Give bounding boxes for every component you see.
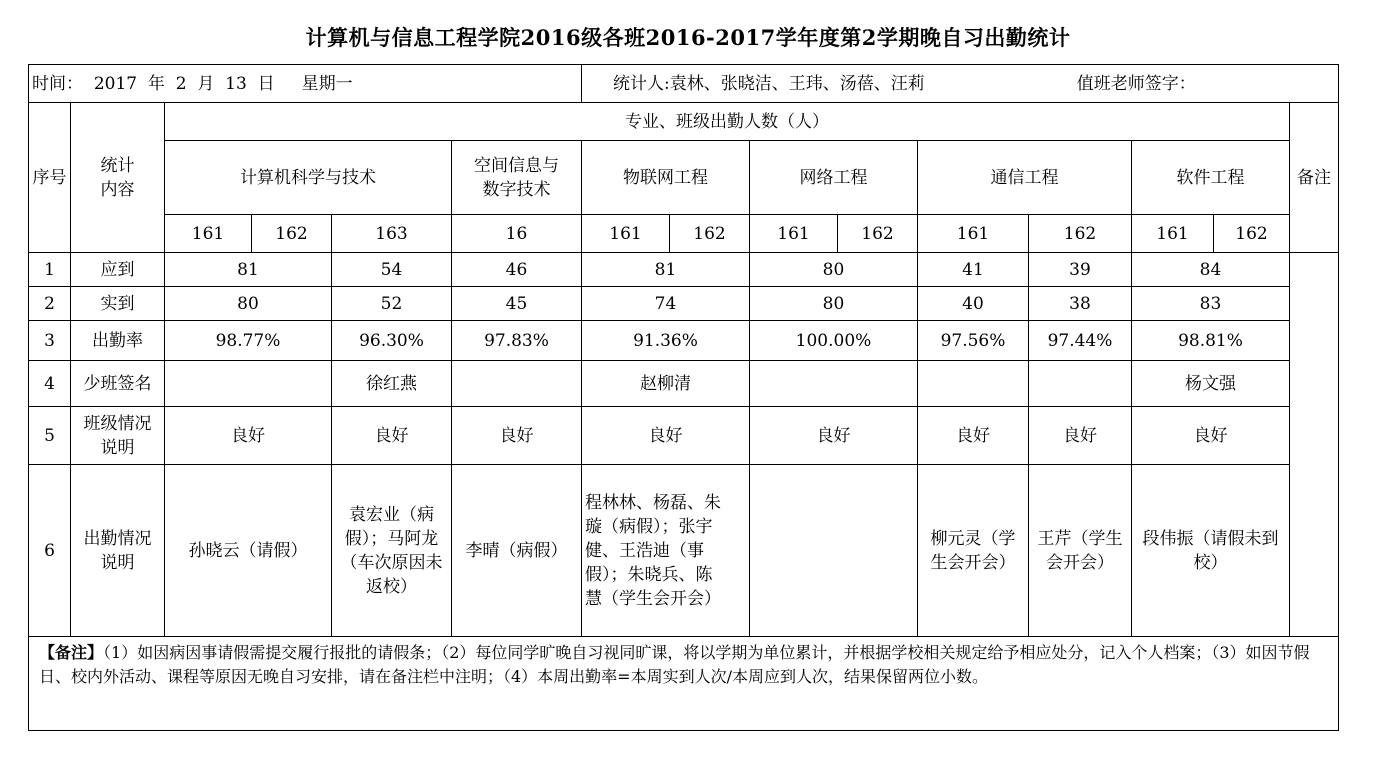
class-cell: 162 xyxy=(838,215,918,253)
counters-cell xyxy=(582,65,1339,103)
class-cell: 161 xyxy=(165,215,252,253)
cell-net: 80 xyxy=(750,287,918,321)
cell-cs163: 96.30% xyxy=(332,321,452,361)
cell-comm161: 41 xyxy=(918,253,1029,287)
note-row xyxy=(29,637,1339,731)
row-seq: 5 xyxy=(29,407,71,465)
cell-cs163: 54 xyxy=(332,253,452,287)
cell-spatial: 97.83% xyxy=(452,321,582,361)
cell-iot: 赵柳清 xyxy=(582,361,750,407)
cell-line: 袁宏业（病 xyxy=(349,504,434,525)
header-seq: 序号 xyxy=(29,103,71,253)
cell-line: 返校） xyxy=(366,576,417,597)
cell-comm161 xyxy=(918,465,1029,637)
row-label: 应到 xyxy=(71,253,165,287)
cell-line: 健、王浩迪（事 xyxy=(585,540,704,561)
row-label-line2: 说明 xyxy=(100,437,135,458)
cell-comm162: 良好 xyxy=(1029,407,1132,465)
cell-spatial: 46 xyxy=(452,253,582,287)
header-group: 专业、班级出勤人数（人） xyxy=(165,103,1290,141)
cell-iot: 74 xyxy=(582,287,750,321)
info-row xyxy=(29,65,1339,103)
cell-comm161: 40 xyxy=(918,287,1029,321)
counters: 统计人:袁林、张晓洁、王玮、汤蓓、汪莉 xyxy=(613,73,925,94)
cell-soft: 83 xyxy=(1132,287,1290,321)
cell-comm162 xyxy=(1029,361,1132,407)
time-label: 时间： xyxy=(32,73,83,94)
row-label xyxy=(71,407,165,465)
table-row xyxy=(29,407,1339,465)
row-seq: 2 xyxy=(29,287,71,321)
cell-line: （车次原因未 xyxy=(340,552,443,573)
class-cell: 162 xyxy=(1214,215,1290,253)
row-label: 实到 xyxy=(71,287,165,321)
cell-cs: 81 xyxy=(165,253,332,287)
cell-iot: 81 xyxy=(582,253,750,287)
table-row xyxy=(29,253,1339,287)
cell-line: 假）；朱晓兵、陈 xyxy=(585,564,713,585)
cell-line: 慧（学生会开会） xyxy=(585,588,721,609)
cell-cs xyxy=(165,361,332,407)
class-cell: 162 xyxy=(670,215,750,253)
cell-comm162: 38 xyxy=(1029,287,1132,321)
header-content-line2: 内容 xyxy=(100,179,135,200)
class-cell: 163 xyxy=(332,215,452,253)
cell-comm161: 97.56% xyxy=(918,321,1029,361)
cell-net: 80 xyxy=(750,253,918,287)
row-label xyxy=(71,465,165,637)
attendance-table xyxy=(28,64,1339,731)
cell-net: 良好 xyxy=(750,407,918,465)
cell-line: 生会开会） xyxy=(930,552,1016,573)
header-content-line1: 统计 xyxy=(100,155,135,176)
header-content xyxy=(71,103,165,253)
cell-cs163: 52 xyxy=(332,287,452,321)
major-spatial xyxy=(452,141,582,215)
cell-comm161 xyxy=(918,361,1029,407)
cell-iot: 良好 xyxy=(582,407,750,465)
cell-cs: 良好 xyxy=(165,407,332,465)
major-net: 网络工程 xyxy=(750,141,918,215)
row-seq: 4 xyxy=(29,361,71,407)
cell-iot: 91.36% xyxy=(582,321,750,361)
cell-iot xyxy=(582,465,750,637)
header-remark: 备注 xyxy=(1290,103,1339,253)
row-label-line1: 出勤情况 xyxy=(83,528,152,549)
day-value: 13 xyxy=(225,73,247,94)
cell-net xyxy=(750,361,918,407)
cell-line: 柳元灵（学 xyxy=(930,528,1016,549)
cell-spatial: 李晴（病假） xyxy=(452,465,582,637)
table-row xyxy=(29,361,1339,407)
cell-soft: 良好 xyxy=(1132,407,1290,465)
cell-comm161: 良好 xyxy=(918,407,1029,465)
cell-line: 程林林、杨磊、朱 xyxy=(585,492,721,513)
major-soft: 软件工程 xyxy=(1132,141,1290,215)
date-cell xyxy=(29,65,582,103)
cell-cs163 xyxy=(332,465,452,637)
cell-soft xyxy=(1132,465,1290,637)
cell-line: 段伟振（请假未到 xyxy=(1142,528,1279,549)
major-cs: 计算机科学与技术 xyxy=(165,141,452,215)
row-label-line2: 说明 xyxy=(100,552,135,573)
cell-net: 100.00% xyxy=(750,321,918,361)
major-comm: 通信工程 xyxy=(918,141,1132,215)
table-row xyxy=(29,465,1339,637)
cell-cs: 孙晓云（请假） xyxy=(165,465,332,637)
major-iot: 物联网工程 xyxy=(582,141,750,215)
cell-cs: 80 xyxy=(165,287,332,321)
year-value: 2017 xyxy=(93,73,138,94)
class-cell: 162 xyxy=(252,215,332,253)
day-unit: 日 xyxy=(257,73,275,94)
month-value: 2 xyxy=(175,73,187,94)
row-seq: 1 xyxy=(29,253,71,287)
cell-net xyxy=(750,465,918,637)
cell-line: 假）；马阿龙 xyxy=(344,528,439,549)
cell-soft: 84 xyxy=(1132,253,1290,287)
row-seq: 6 xyxy=(29,465,71,637)
cell-line: 璇（病假）；张宇 xyxy=(585,516,713,537)
class-cell: 161 xyxy=(918,215,1029,253)
class-cell: 161 xyxy=(750,215,838,253)
cell-spatial: 45 xyxy=(452,287,582,321)
major-spatial-line2: 数字技术 xyxy=(482,179,551,200)
cell-spatial xyxy=(452,361,582,407)
table-row xyxy=(29,287,1339,321)
row-label: 少班签名 xyxy=(71,361,165,407)
remark-cell xyxy=(1290,253,1339,637)
row-label-line1: 班级情况 xyxy=(83,413,152,434)
class-cell: 161 xyxy=(1132,215,1214,253)
cell-comm162 xyxy=(1029,465,1132,637)
note-text: （1）如因病因事请假需提交履行报批的请假条；（2）每位同学旷晚自习视同旷课，将以学期为单位累计，并根据学校相关规定给予相应处分，记入个人档案；（3）如因节假日、校内外活动、课程等原因无晚自习安排，请在备注栏中注明；（4）本周出勤率=本周实到人次/本周应到人次，结果保留两位小数。 xyxy=(39,643,1310,686)
cell-soft: 98.81% xyxy=(1132,321,1290,361)
page-title: 计算机与信息工程学院2016级各班2016-2017学年度第2学期晚自习出勤统计 xyxy=(305,25,1071,50)
cell-comm162: 39 xyxy=(1029,253,1132,287)
row-seq: 3 xyxy=(29,321,71,361)
cell-soft: 杨文强 xyxy=(1132,361,1290,407)
class-cell: 161 xyxy=(582,215,670,253)
month-unit: 月 xyxy=(197,73,215,94)
class-cell: 162 xyxy=(1029,215,1132,253)
cell-comm162: 97.44% xyxy=(1029,321,1132,361)
note-cell xyxy=(29,637,1339,731)
cell-cs: 98.77% xyxy=(165,321,332,361)
teacher-sign: 值班老师签字： xyxy=(1076,73,1196,94)
cell-cs163: 良好 xyxy=(332,407,452,465)
note-head: 【备注】 xyxy=(39,643,104,662)
cell-line: 王芹（学生 xyxy=(1037,528,1123,549)
table-row xyxy=(29,321,1339,361)
major-spatial-line1: 空间信息与 xyxy=(474,155,559,176)
cell-line: 校） xyxy=(1193,552,1228,573)
cell-spatial: 良好 xyxy=(452,407,582,465)
year-unit: 年 xyxy=(147,73,165,94)
cell-line: 会开会） xyxy=(1046,552,1114,573)
cell-cs163: 徐红燕 xyxy=(332,361,452,407)
row-label: 出勤率 xyxy=(71,321,165,361)
class-cell: 16 xyxy=(452,215,582,253)
class-row xyxy=(29,215,1339,253)
weekday: 星期一 xyxy=(301,73,353,94)
